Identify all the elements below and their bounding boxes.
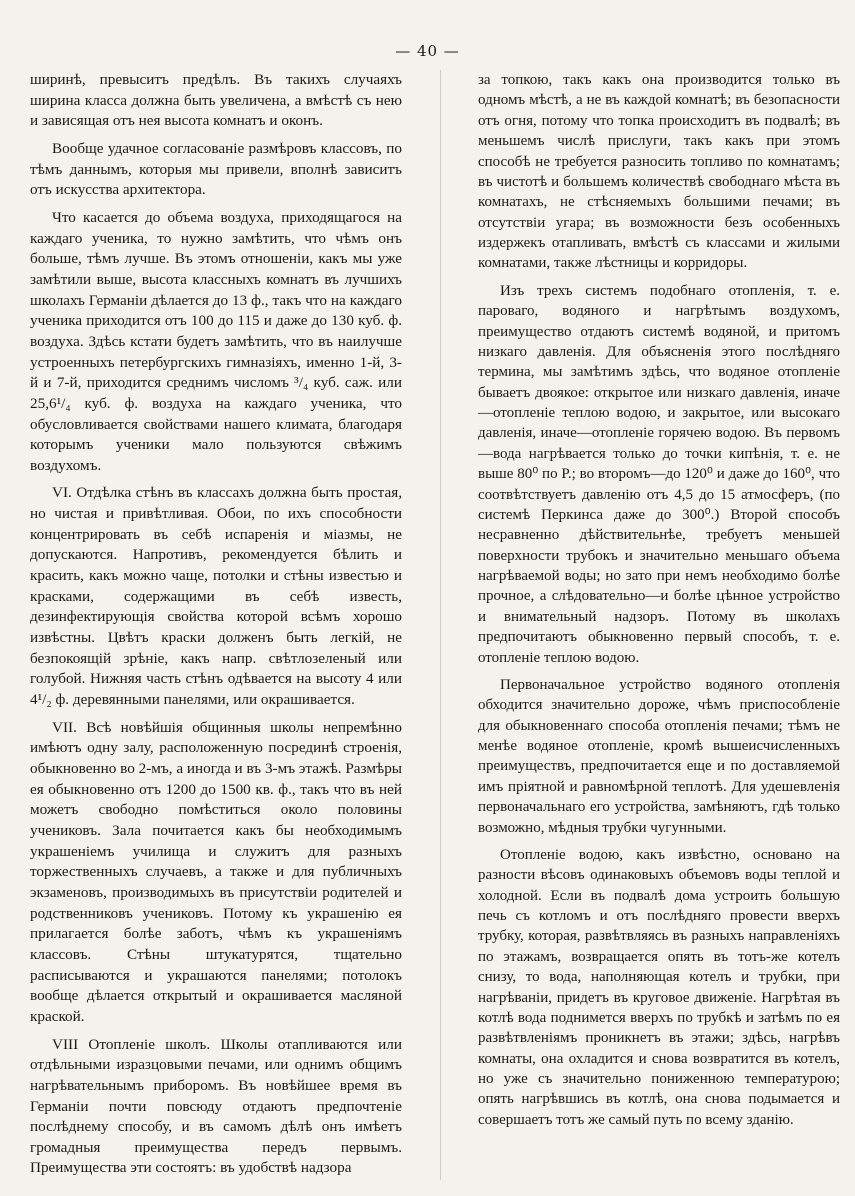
paragraph: Отопленіе водою, какъ извѣстно, основано на разности вѣсовъ одинаковыхъ объемовъ воды теплой и холодной. Если въ подвалѣ дома устроить большую печь съ котломъ и отъ послѣдняго провести вверхъ трубку, которая, развѣтвляясь въ разныхъ направленіяхъ по этажамъ, возвращается опять въ тотъ-же котелъ снизу, то вода, наполняющая котелъ и трубки, при нагрѣваніи, придетъ въ круговое движеніе. Нагрѣтая въ котлѣ вода поднимется вверхъ по трубкѣ и затѣмъ по ея развѣтвленіямъ проникнетъ въ этажи; здѣсь, нагрѣвъ комнаты, она охладится и снова возвратится въ котелъ, но уже съ значительно пониженною температурою; опять нагрѣвшись въ котлѣ, она снова подымается и совершаетъ тотъ же самый путь по всему зданію.	[478, 846, 840, 1128]
paragraph: Изъ трехъ системъ подобнаго отопленія, т. е. пароваго, водяного и нагрѣтымъ воздухомъ, преимущество отдаютъ системѣ водяной, и притомъ низкаго давленія. Для объясненія этого послѣдняго термина, мы замѣтимъ здѣсь, что водяное отопленіе бываетъ двоякое: открытое или низкаго давленія, иначе—отопленіе теплою водою, и закрытое, или высокаго давленія, иначе—отопленіе горячею водою. Въ первомъ—вода нагрѣвается только до точки кипѣнія, т. е. не выше 80⁰ по Р.; во второмъ—до 120⁰ и даже до 160⁰, что соотвѣтствуетъ давленію отъ 4,5 до 15 атмосферъ, (по системѣ Перкинса даже до 300⁰.) Второй способъ несравненно дѣйствительнѣе, требуетъ меньшей поверхности трубокъ и значительно меньшаго объема нагрѣваемой воды; но зато при немъ необходимо болѣе прочное, а слѣдовательно—и болѣе цѣнное устройство и внимательный надзоръ. Потому въ школахъ предпочитаютъ обыкновенно первый способъ, т. е. отопленіе теплою водою.	[478, 282, 840, 666]
column-gutter	[440, 70, 441, 1180]
right-column	[478, 70, 840, 1137]
paragraph: Что касается до объема воздуха, приходящагося на каждаго ученика, то нужно замѣтить, что чѣмъ онъ больше, тѣмъ лучше. Въ этомъ отношеніи, какъ мы уже замѣтили выше, высота классныхъ комнатъ въ лучшихъ школахъ Германіи дѣлается до 13 ф., такъ что на каждаго ученика приходится отъ 100 до 115 и даже до 130 куб. ф. воздуха. Здѣсь кстати будетъ замѣтить, что въ наилучше устроенныхъ петербургскихъ гимназіяхъ, именно 1-й, 3-й и 7-й, приходится среднимъ числомъ ³/₄ куб. саж. или 25,6¹/₄ куб. ф. воздуха на каждаго ученика, что обусловливается свойствами нашего климата, благодаря которымъ ученики мало пользуются свѣжимъ воздухомъ.	[30, 208, 402, 474]
paragraph: VII. Всѣ новѣйшія общинныя школы непремѣнно имѣютъ одну залу, расположенную посрединѣ строенія, обыкновенно во 2-мъ, а иногда и въ 3-мъ этажѣ. Размѣры ея обыкновенно отъ 1200 до 1500 кв. ф., такъ что въ ней можетъ свободно помѣститься около половины учениковъ. Зала почитается какъ бы необходимымъ украшеніемъ училища и служитъ для разныхъ торжественныхъ случаевъ, а также и для публичныхъ экзаменовъ, производимыхъ въ присутствіи родителей и родственниковъ учениковъ. Потому къ украшенію ея прилагается болѣе заботъ, чѣмъ къ украшеніямъ классовъ. Стѣны штукатурятся, тщательно расписываются и украшаются панелями; потолокъ вообще дѣлается открытый и окрашивается масляной краской.	[30, 718, 402, 1025]
paragraph: Вообще удачное согласованіе размѣровъ классовъ, по тѣмъ даннымъ, которыя мы привели, вполнѣ зависитъ отъ искусства архитектора.	[30, 139, 402, 199]
paragraph: VIII Отопленіе школъ. Школы отапливаются или отдѣльными изразцовыми печами, или однимъ общимъ нагрѣвательнымъ приборомъ. Въ новѣйшее время въ Германіи почти повсюду отдаютъ предпочтеніе послѣднему способу, и въ самомъ дѣлѣ онъ имѣетъ громадныя преимущества передъ первымъ. Преимущества эти состоятъ: въ удобствѣ надзора	[30, 1035, 402, 1177]
page-number: — 40 —	[395, 42, 460, 60]
paragraph: Первоначальное устройство водяного отопленія обходится значительно дороже, чѣмъ приспособленіе для обыкновеннаго способа отопленія печами; тѣмъ не менѣе водяное отопленіе, кромѣ вышеисчисленныхъ преимуществъ, предпочитается еще и по доставляемой имъ пріятной и равномѣрной теплотѣ. Для удешевленія первоначальнаго его устройства, замѣняютъ, гдѣ только возможно, мѣдныя трубки чугунными.	[478, 676, 840, 836]
paragraph: VI. Отдѣлка стѣнъ въ классахъ должна быть простая, но чистая и привѣтливая. Обои, по ихъ способности концентрировать въ себѣ испаренія и міазмы, не допускаются. Напротивъ, рекомендуется бѣлить и красить, какъ можно чаще, потолки и стѣны известью и красками, содержащими въ себѣ известь, дезинфектирующія свойства которой всѣмъ хорошо извѣстны. Цвѣтъ краски долженъ быть легкій, не безпокоящій зрѣніе, какъ напр. свѣтлозеленый или голубой. Нижняя часть стѣнъ одѣвается на высоту 4 или 4¹/₂ ф. деревянными панелями, или окрашивается.	[30, 484, 402, 709]
paragraph: за топкою, такъ какъ она производится только въ одномъ мѣстѣ, а не въ каждой комнатѣ; въ безопасности отъ огня, потому что топка происходитъ въ подвалѣ; въ меньшемъ числѣ прислуги, такъ какъ при этомъ способѣ не требуется разносить топливо по комнатамъ; въ чистотѣ и большемъ количествѣ свободнаго мѣста въ комнатахъ, не стѣсняемыхъ большими печами; въ отсутствіи угара; въ возможности безъ особенныхъ издержекъ отапливать, вмѣстѣ съ классами и жилыми комнатами, также лѣстницы и корридоры.	[478, 72, 840, 272]
left-column	[30, 70, 402, 1186]
paragraph: ширинѣ, превыситъ предѣлъ. Въ такихъ случаяхъ ширина класса должна быть увеличена, а вмѣстѣ съ нею и зависящая отъ нея высота комнатъ и оконъ.	[30, 71, 402, 130]
